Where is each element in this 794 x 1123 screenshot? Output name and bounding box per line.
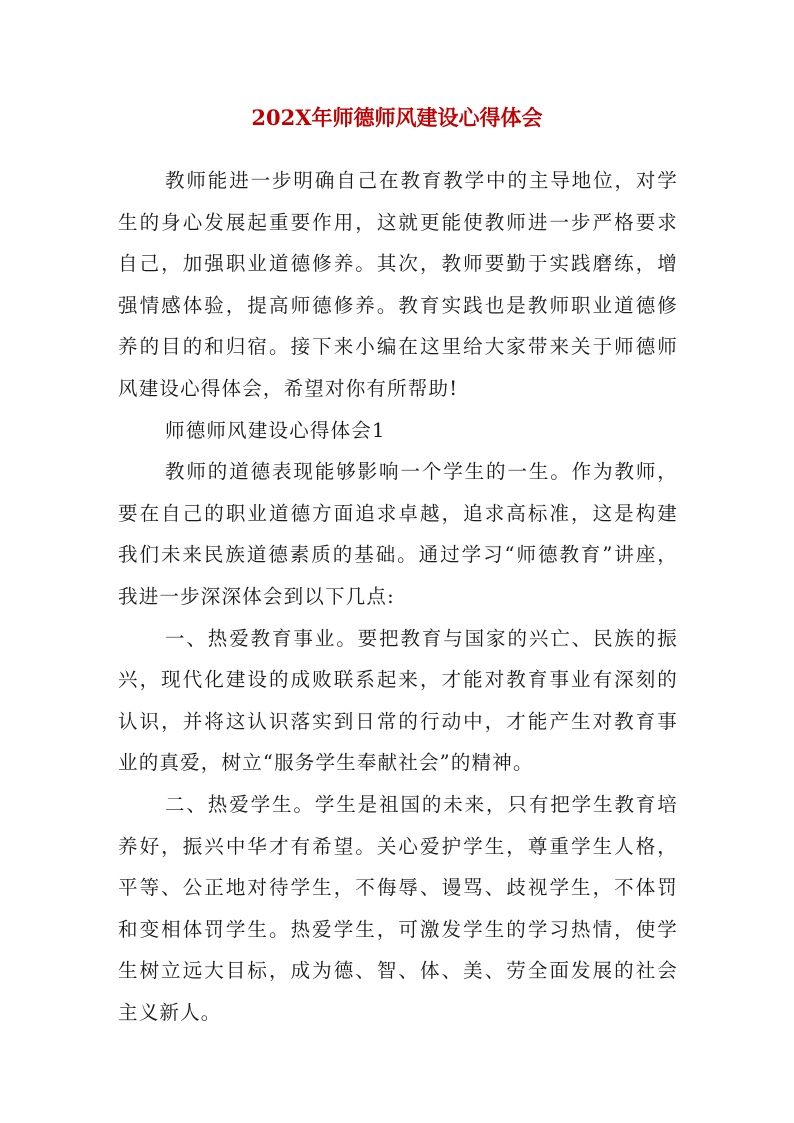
text-line: 生的身心发展起重要作用，这就更能使教师进一步严格要求 bbox=[118, 210, 678, 234]
text-line: 教师能进一步明确自己在教育教学中的主导地位，对学 bbox=[165, 169, 678, 192]
text-line: 一、热爱教育事业。要把教育与国家的兴亡、民族的振 bbox=[165, 626, 678, 650]
document-body bbox=[118, 160, 678, 1033]
document-title: 202X年师德师风建设心得体会 bbox=[251, 105, 543, 130]
text-line: 养的目的和归宿。接下来小编在这里给大家带来关于师德师 bbox=[118, 335, 678, 359]
text-line: 要在自己的职业道德方面追求卓越，追求高标准，这是构建 bbox=[118, 501, 678, 525]
text-line: 强情感体验，提高师德修养。教育实践也是教师职业道德修 bbox=[118, 293, 678, 317]
text-line: 二、热爱学生。学生是祖国的未来，只有把学生教育培 bbox=[165, 792, 678, 816]
paragraph bbox=[118, 784, 678, 1034]
text-line: 主义新人。 bbox=[118, 1000, 222, 1024]
text-line: 教师的道德表现能够影响一个学生的一生。作为教师， bbox=[165, 460, 678, 484]
text-line: 风建设心得体会，希望对你有所帮助! bbox=[118, 376, 459, 400]
text-line: 我们未来民族道德素质的基础。通过学习“师德教育”讲座， bbox=[118, 543, 678, 567]
paragraph-intro bbox=[118, 160, 678, 410]
text-line: 兴，现代化建设的成败联系起来，才能对教育事业有深刻的 bbox=[118, 668, 678, 692]
text-line: 师德师风建设心得体会1 bbox=[165, 418, 386, 442]
paragraph bbox=[118, 618, 678, 784]
text-line: 和变相体罚学生。热爱学生，可激发学生的学习热情，使学 bbox=[118, 917, 678, 941]
text-line: 我进一步深深体会到以下几点: bbox=[118, 584, 395, 608]
paragraph bbox=[118, 451, 678, 617]
text-line: 自己，加强职业道德修养。其次，教师要勤于实践磨练，增 bbox=[118, 252, 678, 276]
text-line: 生树立远大目标，成为德、智、体、美、劳全面发展的社会 bbox=[118, 959, 678, 983]
text-line: 平等、公正地对待学生，不侮辱、谩骂、歧视学生，不体罚 bbox=[118, 876, 678, 900]
section-heading bbox=[118, 410, 678, 452]
text-line: 认识，并将这认识落实到日常的行动中，才能产生对教育事 bbox=[118, 709, 678, 733]
text-line: 业的真爱，树立“服务学生奉献社会”的精神。 bbox=[118, 751, 534, 775]
text-line: 养好，振兴中华才有希望。关心爱护学生，尊重学生人格， bbox=[118, 834, 678, 858]
